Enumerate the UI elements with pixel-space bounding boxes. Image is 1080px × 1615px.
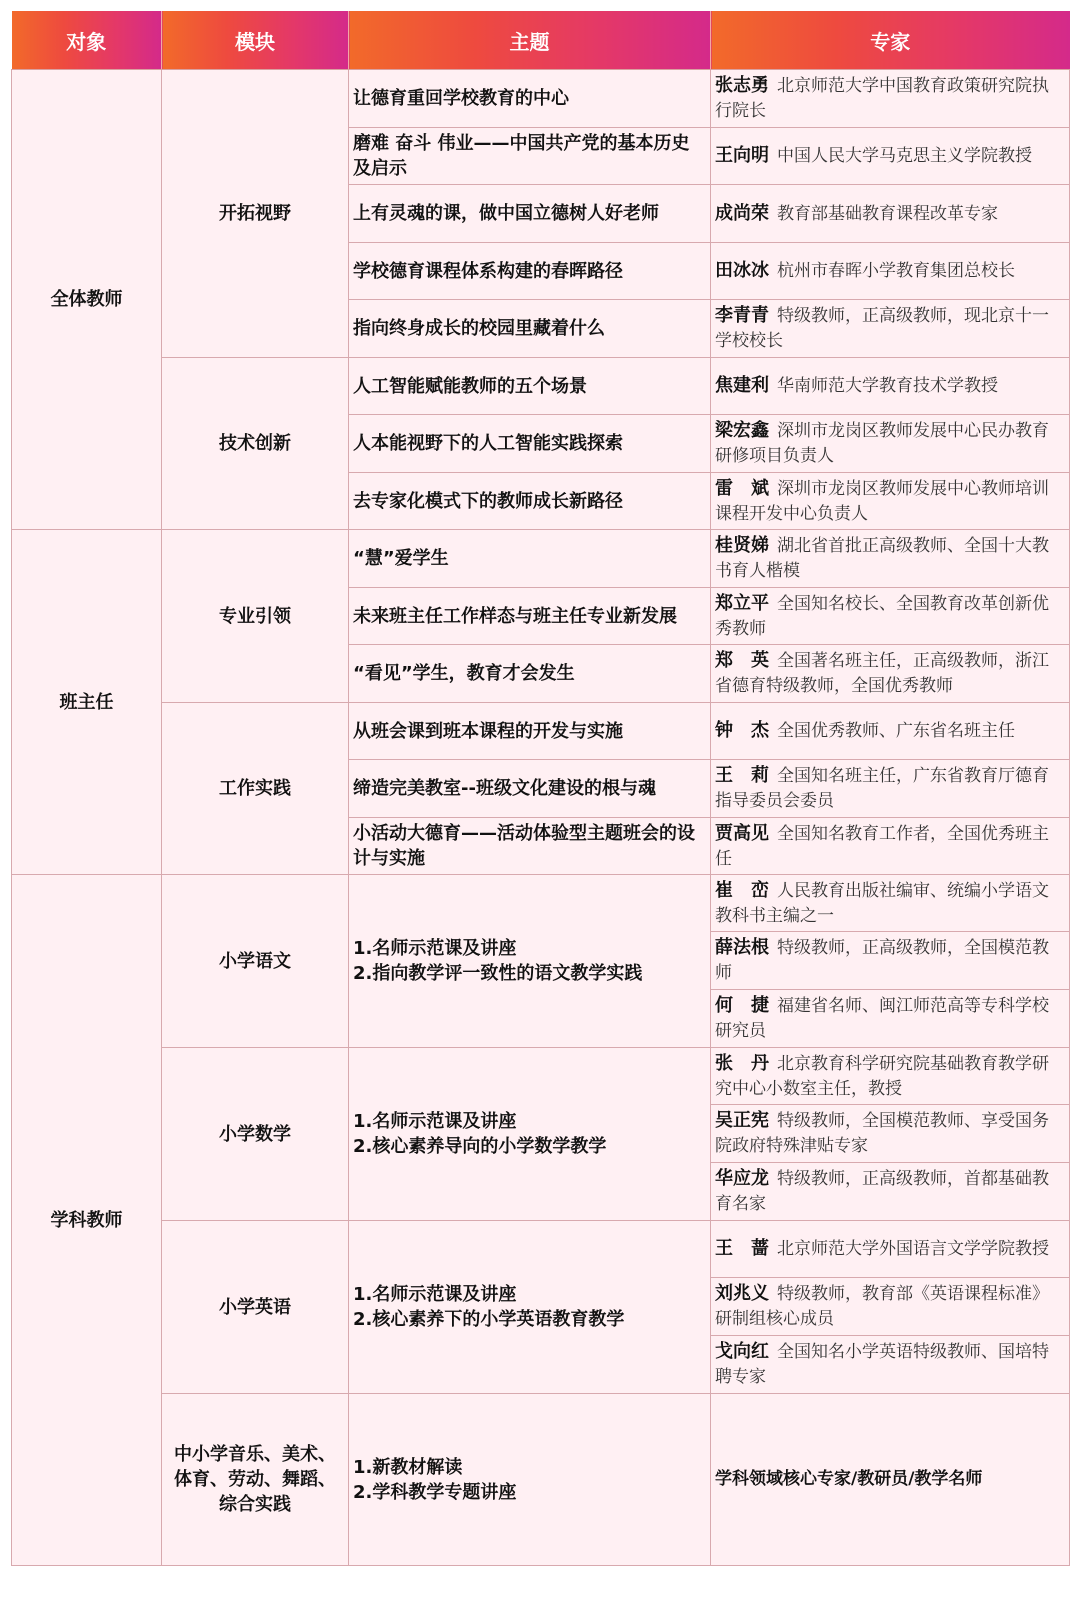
expert-cell — [711, 818, 1070, 875]
topic-cell: 人工智能赋能教师的五个场景 — [349, 358, 711, 415]
module-cell: 小学语文 — [162, 875, 349, 1048]
expert-name: 王 莉 — [715, 765, 769, 786]
expert-desc: 北京师范大学外国语言文学学院教授 — [777, 1239, 1049, 1259]
topic-line: 1.名师示范课及讲座 — [353, 1284, 517, 1305]
expert-cell — [711, 300, 1070, 358]
expert-name: 李青青 — [715, 305, 769, 326]
expert-desc: 全国知名班主任，广东省教育厅德育指导委员会委员 — [715, 766, 1049, 811]
expert-desc: 全国知名校长、全国教育改革创新优秀教师 — [715, 593, 1049, 639]
table-header-row — [12, 11, 1070, 70]
expert-cell — [711, 70, 1070, 128]
expert-desc: 特级教师，教育部《英语课程标准》研制组核心成员 — [715, 1284, 1049, 1329]
expert-desc: 杭州市春晖小学教育集团总校长 — [777, 261, 1015, 281]
topic-line: 1.名师示范课及讲座 — [353, 1111, 517, 1132]
topic-line: 2.核心素养下的小学英语教育教学 — [353, 1309, 625, 1330]
topic-cell: 缔造完美教室--班级文化建设的根与魂 — [349, 760, 711, 818]
table-row — [12, 530, 1070, 588]
topic-cell — [349, 1221, 711, 1394]
expert-name: 张志勇 — [715, 75, 769, 96]
module-cell: 工作实践 — [162, 703, 349, 875]
topic-cell: 去专家化模式下的教师成长新路径 — [349, 473, 711, 530]
expert-entry — [711, 1048, 1069, 1105]
expert-entry — [711, 1105, 1069, 1163]
expert-name: 王 蔷 — [715, 1238, 769, 1259]
expert-entry — [711, 932, 1069, 990]
topic-cell: 从班会课到班本课程的开发与实施 — [349, 703, 711, 760]
expert-cell — [711, 1221, 1070, 1394]
expert-desc: 全国优秀教师、广东省名班主任 — [777, 721, 1015, 741]
topic-line: 1.新教材解读 — [353, 1456, 463, 1478]
expert-name: 贾高见 — [715, 822, 769, 844]
table-row — [12, 358, 1070, 415]
header-expert: 专家 — [711, 11, 1070, 70]
expert-desc: 深圳市龙岗区教师发展中心民办教育研修项目负责人 — [715, 421, 1049, 466]
module-cell: 小学数学 — [162, 1048, 349, 1221]
object-cell: 班主任 — [12, 530, 162, 875]
module-cell: 中小学音乐、美术、体育、劳动、舞蹈、综合实践 — [162, 1394, 349, 1566]
expert-desc: 全国知名小学英语特级教师、国培特聘专家 — [715, 1342, 1049, 1387]
expert-desc: 特级教师，正高级教师，现北京十一学校校长 — [715, 306, 1049, 351]
expert-cell — [711, 530, 1070, 588]
header-module: 模块 — [162, 11, 349, 70]
expert-cell — [711, 128, 1070, 185]
expert-desc: 全国著名班主任，正高级教师，浙江省德育特级教师，全国优秀教师 — [715, 651, 1049, 696]
expert-name: 钟 杰 — [715, 720, 769, 741]
expert-name: 华应龙 — [715, 1168, 769, 1189]
expert-name: 张 丹 — [715, 1052, 769, 1074]
expert-cell — [711, 645, 1070, 703]
training-schedule-table — [11, 11, 1070, 1566]
expert-cell — [711, 875, 1070, 1048]
expert-entry — [711, 1278, 1069, 1336]
expert-cell — [711, 415, 1070, 473]
topic-line: 1.名师示范课及讲座 — [353, 938, 517, 959]
expert-name: 郑立平 — [715, 592, 769, 614]
expert-name: 桂贤娣 — [715, 535, 769, 556]
expert-entry — [711, 1221, 1069, 1278]
topic-cell: 人本能视野下的人工智能实践探索 — [349, 415, 711, 473]
topic-cell: “慧”爱学生 — [349, 530, 711, 588]
table-row — [12, 1221, 1070, 1394]
expert-cell — [711, 1048, 1070, 1221]
expert-name: 崔 峦 — [715, 879, 769, 901]
expert-name: 刘兆义 — [715, 1283, 769, 1304]
topic-cell: 磨难 奋斗 伟业——中国共产党的基本历史及启示 — [349, 128, 711, 185]
topic-cell — [349, 1394, 711, 1566]
expert-desc: 中国人民大学马克思主义学院教授 — [777, 146, 1032, 166]
topic-line: 2.学科教学专题讲座 — [353, 1481, 517, 1503]
module-cell: 专业引领 — [162, 530, 349, 703]
expert-desc: 华南师范大学教育技术学教授 — [777, 376, 998, 396]
expert-desc: 教育部基础教育课程改革专家 — [777, 203, 998, 224]
topic-cell: “看见”学生，教育才会发生 — [349, 645, 711, 703]
topic-cell — [349, 1048, 711, 1221]
expert-desc: 特级教师，全国模范教师、享受国务院政府特殊津贴专家 — [715, 1111, 1049, 1156]
expert-desc: 特级教师，正高级教师，首都基础教育名家 — [715, 1169, 1049, 1214]
topic-cell: 未来班主任工作样态与班主任专业新发展 — [349, 588, 711, 645]
topic-line: 2.指向教学评一致性的语文教学实践 — [353, 963, 643, 984]
expert-entry — [711, 1336, 1069, 1393]
expert-desc: 人民教育出版社编审、统编小学语文教科书主编之一 — [715, 880, 1049, 926]
module-cell: 开拓视野 — [162, 70, 349, 358]
topic-cell — [349, 875, 711, 1048]
expert-name: 梁宏鑫 — [715, 420, 769, 441]
expert-desc: 北京教育科学研究院基础教育教学研究中心小数室主任，教授 — [715, 1053, 1049, 1099]
table-row — [12, 70, 1070, 128]
topic-cell: 学校德育课程体系构建的春晖路径 — [349, 243, 711, 300]
topic-cell: 指向终身成长的校园里藏着什么 — [349, 300, 711, 358]
expert-desc: 全国知名教育工作者，全国优秀班主任 — [715, 823, 1049, 869]
header-topic: 主题 — [349, 11, 711, 70]
schedule-table-wrapper — [11, 11, 1069, 1566]
table-row — [12, 875, 1070, 1048]
expert-cell — [711, 588, 1070, 645]
expert-cell — [711, 760, 1070, 818]
object-cell: 学科教师 — [12, 875, 162, 1566]
topic-cell: 上有灵魂的课，做中国立德树人好老师 — [349, 185, 711, 243]
expert-name: 薛法根 — [715, 937, 769, 958]
expert-entry — [711, 1163, 1069, 1220]
expert-name: 吴正宪 — [715, 1110, 769, 1131]
object-cell: 全体教师 — [12, 70, 162, 530]
table-row — [12, 1048, 1070, 1221]
expert-entry — [711, 990, 1069, 1047]
module-cell: 技术创新 — [162, 358, 349, 530]
expert-cell: 学科领域核心专家/教研员/教学名师 — [711, 1394, 1070, 1566]
expert-name: 焦建利 — [715, 375, 769, 396]
expert-desc: 深圳市龙岗区教师发展中心教师培训课程开发中心负责人 — [715, 478, 1049, 524]
topic-cell: 让德育重回学校教育的中心 — [349, 70, 711, 128]
table-row — [12, 1394, 1070, 1566]
expert-cell — [711, 185, 1070, 243]
topic-cell: 小活动大德育——活动体验型主题班会的设计与实施 — [349, 818, 711, 875]
expert-name: 王向明 — [715, 145, 769, 166]
expert-name: 成尚荣 — [715, 202, 769, 224]
expert-name: 田冰冰 — [715, 260, 769, 281]
expert-desc: 福建省名师、闽江师范高等专科学校研究员 — [715, 996, 1049, 1041]
topic-line: 2.核心素养导向的小学数学教学 — [353, 1136, 607, 1157]
header-object: 对象 — [12, 11, 162, 70]
expert-cell — [711, 243, 1070, 300]
expert-desc: 特级教师，正高级教师，全国模范教师 — [715, 938, 1049, 983]
expert-cell — [711, 358, 1070, 415]
table-row — [12, 703, 1070, 760]
expert-cell — [711, 473, 1070, 530]
module-cell: 小学英语 — [162, 1221, 349, 1394]
expert-name: 何 捷 — [715, 995, 769, 1016]
expert-entry — [711, 875, 1069, 932]
expert-name: 郑 英 — [715, 650, 769, 671]
expert-desc: 北京师范大学中国教育政策研究院执行院长 — [715, 76, 1049, 121]
expert-name: 雷 斌 — [715, 477, 769, 499]
expert-cell — [711, 703, 1070, 760]
expert-name: 戈向红 — [715, 1341, 769, 1362]
expert-desc: 湖北省首批正高级教师、全国十大教书育人楷模 — [715, 536, 1049, 581]
